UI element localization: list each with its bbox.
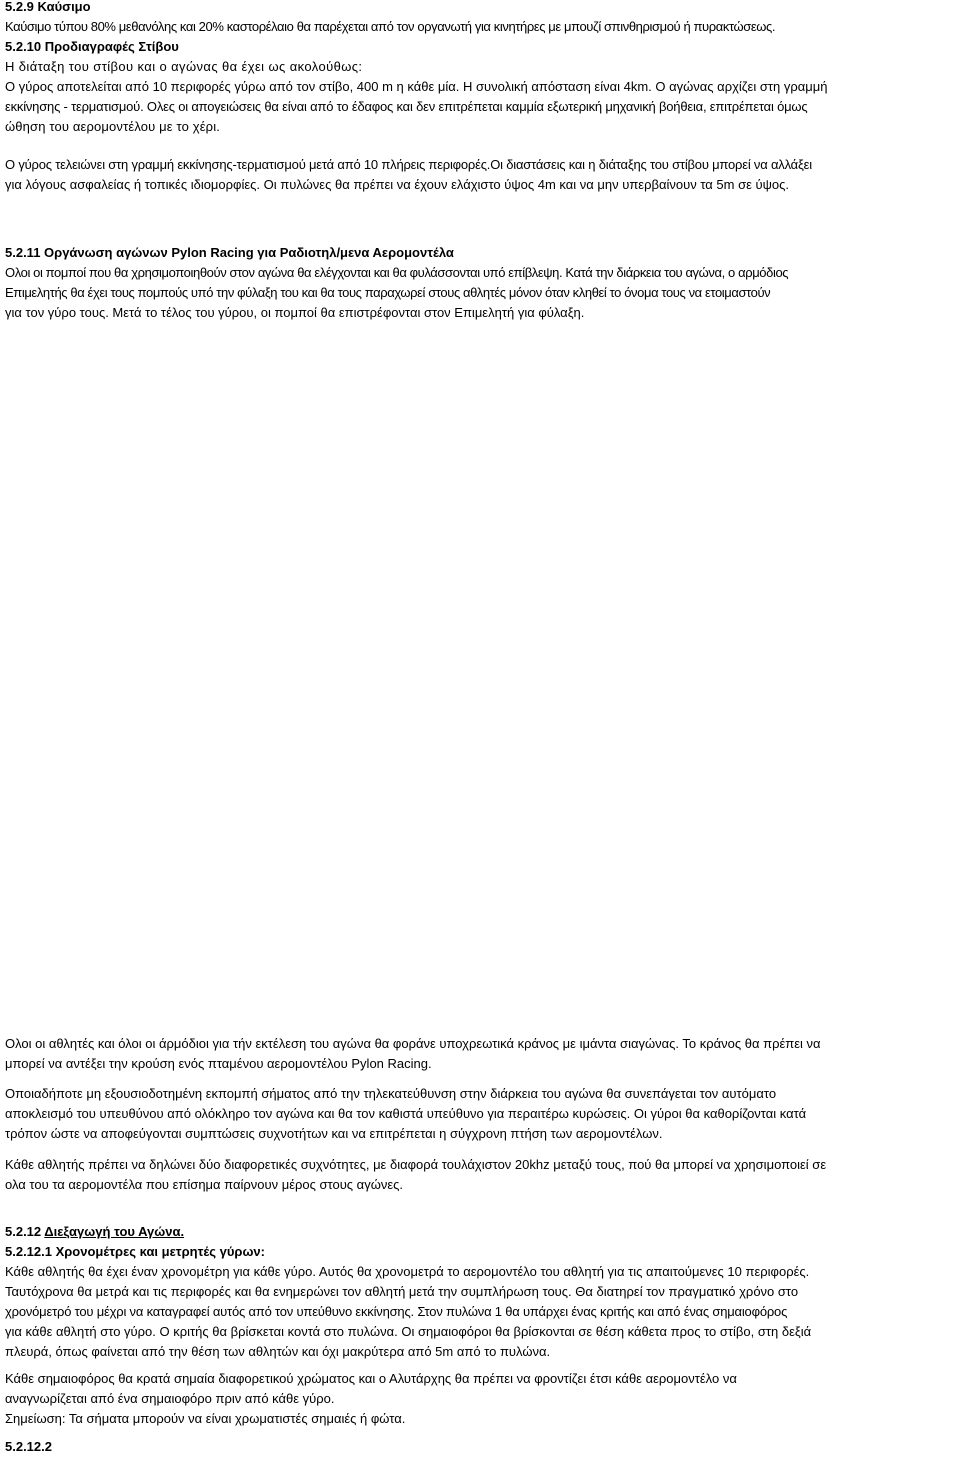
- section-heading: 5.2.10 Προδιαγραφές Στίβου: [5, 39, 179, 54]
- section-title: Διεξαγωγή του Αγώνα.: [44, 1224, 185, 1239]
- section-heading: 5.2.12.2: [5, 1439, 52, 1454]
- paragraph-line: για λόγους ασφαλείας ή τοπικές ιδιομορφίες. Οι πυλώνες θα πρέπει να έχουν ελάχιστο ύψος 4m και να μην υπερβαίνουν τα 5m σε ύψος.: [5, 177, 789, 192]
- paragraph-line: χρονόμετρό του μέχρι να καταγραφεί αυτός από τον υπεύθυνο εκκίνησης. Στον πυλώνα 1 θα υπάρχει ένας κριτής και από ένας σημαιοφόρος: [5, 1304, 788, 1319]
- paragraph-line: ολα του τα αερομοντέλα που επίσημα παίρνουν μέρος στους αγώνες.: [5, 1177, 404, 1192]
- paragraph-line: πλευρά, όπως φαίνεται από την θέση των αθλητών και όχι μακρύτερα από 5m από το πυλώνα.: [5, 1344, 551, 1359]
- paragraph-line: Ο γύρος αποτελείται από 10 περιφορές γύρω από τον στίβο, 400 m η κάθε μία. Η συνολική απόσταση είναι 4km. Ο αγώνας αρχίζει στη γραμμή: [5, 79, 828, 94]
- section-5-2-10-paragraph-2: [5, 155, 957, 195]
- subsection-heading: 5.2.12.1 Χρονομέτρες και μετρητές γύρων:: [5, 1244, 265, 1259]
- section-5-2-9: [5, 0, 957, 37]
- paragraph-line: εκκίνησης - τερματισμού. Ολες οι απογειώσεις θα είναι από το έδαφος και δεν επιτρέπεται καμμία εξωτερική μηχανική βοήθεια, επιτρέπεται όμως: [5, 99, 808, 114]
- paragraph-line: Ολοι οι αθλητές και όλοι οι άρμόδιοι για τήν εκτέλεση του αγώνα θα φοράνε υποχρεωτικά κράνος με ιμάντα σιαγώνας. Το κράνος θα πρέπει να: [5, 1036, 821, 1051]
- transmission-paragraph: [5, 1084, 957, 1144]
- paragraph-line: τρόπον ώστε να αποφεύγονται συμπτώσεις συχνοτήτων και να επιτρέπεται η σύγχρονη πτήση των αερομοντέλων.: [5, 1126, 663, 1141]
- paragraph-line: ώθηση του αερομοντέλου με το χέρι.: [5, 119, 221, 134]
- paragraph-line: Ο γύρος τελειώνει στη γραμμή εκκίνησης-τερματισμού μετά από 10 πλήρεις περιφορές.Οι διαστάσεις και η διάταξης του στίβου μπορεί να αλλάξει: [5, 157, 812, 172]
- paragraph-line: Επιμελητής θα έχει τους πομπούς υπό την φύλαξη του και θα τους παραχωρεί στους αθλητές μόνον όταν κληθεί το όνομα τους να ετοιμαστούν: [5, 285, 771, 300]
- paragraph-line: Ταυτόχρονα θα μετρά και τις περιφορές και θα ενημερώνει τον αθλητή μετά την συμπλήρωση τους. Θα διατηρεί τον πραγματικό χρόνο στο: [5, 1284, 799, 1299]
- paragraph-line: Κάθε αθλητής πρέπει να δηλώνει δύο διαφορετικές συχνότητες, με διαφορά τουλάχιστον 20khz μεταξύ τους, πού θα μπορεί να χρησιμοποιεί σε: [5, 1157, 827, 1172]
- paragraph-line: μπορεί να αντέξει την κρούση ενός πταμένου αερομοντέλου Pylon Racing.: [5, 1056, 432, 1071]
- paragraph-line: Καύσιμο τύπου 80% μεθανόλης και 20% καστορέλαιο θα παρέχεται από τον οργανωτή για κινητήρες με μπουζί σπινθηρισμού ή πυρακτώσεως.: [5, 19, 776, 34]
- paragraph-line: Σημείωση: Τα σήματα μπορούν να είναι χρωματιστές σημαιές ή φώτα.: [5, 1411, 406, 1426]
- paragraph-line: Κάθε αθλητής θα έχει έναν χρονομέτρη για κάθε γύρο. Αυτός θα χρονομετρά το αερομοντέλο του αθλητή για τις απαιτούμενες 10 περιφορές.: [5, 1264, 810, 1279]
- paragraph-line: Οποιαδήποτε μη εξουσιοδοτημένη εκπομπή σήματος από την τηλεκατεύθυνση στην διάρκεια του αγώνα θα συνεπάγεται τον αυτόματο: [5, 1086, 777, 1101]
- section-heading: 5.2.11 Οργάνωση αγώνων Pylon Racing για Ραδιοτηλ/μενα Αερομοντέλα: [5, 245, 454, 260]
- section-5-2-12-2: [5, 1437, 957, 1457]
- frequencies-paragraph: [5, 1155, 957, 1195]
- section-5-2-10: [5, 37, 957, 137]
- paragraph-line: Κάθε σημαιοφόρος θα κρατά σημαία διαφορετικού χρώματος και ο Αλυτάρχης θα πρέπει να φροντίζει έτσι κάθε αερομοντέλο να: [5, 1371, 737, 1386]
- section-heading: 5.2.9 Καύσιμο: [5, 0, 91, 14]
- paragraph-line: για κάθε αθλητή στο γύρο. Ο κριτής θα βρίσκεται κοντά στο πυλώνα. Οι σημαιοφόροι θα βρίσκονται σε θέση κάθετα προς το στίβο, στη δεξιά: [5, 1324, 812, 1339]
- flag-marshal-paragraph: [5, 1369, 957, 1429]
- section-heading: [5, 1222, 957, 1242]
- section-number: 5.2.12: [5, 1224, 45, 1239]
- paragraph-line: για τον γύρο τους. Μετά το τέλος του γύρου, οι πομποί θα επιστρέφονται στον Επιμελητή για φύλαξη.: [5, 305, 585, 320]
- section-5-2-12: [5, 1222, 957, 1362]
- paragraph-line: αναγνωρίζεται από ένα σημαιοφόρο πριν από κάθε γύρο.: [5, 1391, 335, 1406]
- helmets-paragraph: [5, 1034, 957, 1074]
- paragraph-line: αποκλεισμό του υπευθύνου από ολόκληρο τον αγώνα και θα τον καθιστά υπεύθυνο για περαιτέρω κυρώσεις. Οι γύροι θα καθορίζονται κατά: [5, 1106, 807, 1121]
- section-5-2-11: [5, 243, 957, 323]
- paragraph-line: Η διάταξη του στίβου και ο αγώνας θα έχει ως ακολούθως:: [5, 59, 363, 74]
- paragraph-line: Ολοι οι πομποί που θα χρησιμοποιηθούν στον αγώνα θα ελέγχονται και θα φυλάσσονται υπό επίβλεψη. Κατά την διάρκεια του αγώνα, ο αρμόδιος: [5, 265, 789, 280]
